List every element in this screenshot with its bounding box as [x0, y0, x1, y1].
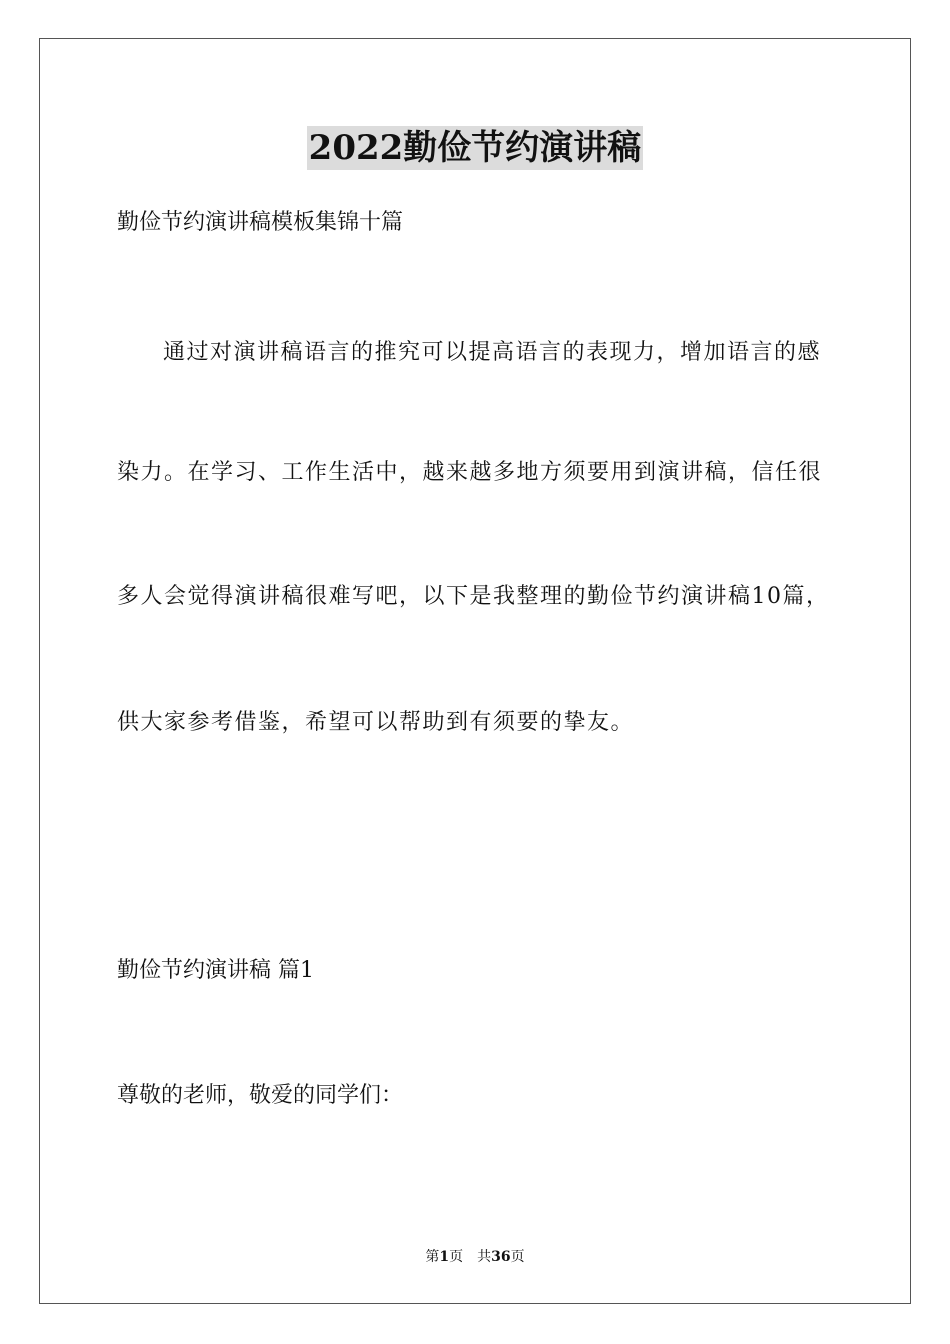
intro-line-1: 通过对演讲稿语言的推究可以提高语言的表现力，增加语言的感 — [163, 340, 822, 365]
intro-line-3: 多人会觉得演讲稿很难写吧，以下是我整理的勤俭节约演讲稿10篇， — [117, 584, 830, 609]
document-title: 2022勤俭节约演讲稿 — [308, 128, 642, 168]
page-total: 36 — [491, 1249, 511, 1265]
document-subtitle: 勤俭节约演讲稿模板集锦十篇 — [117, 210, 404, 235]
total-prefix: 共 — [477, 1249, 492, 1265]
total-suffix: 页 — [510, 1249, 525, 1265]
document-title-container — [0, 126, 950, 170]
page-suffix: 页 — [449, 1249, 464, 1265]
page-footer — [0, 1248, 950, 1266]
greeting-line: 尊敬的老师，敬爱的同学们： — [117, 1083, 404, 1108]
page-prefix: 第 — [425, 1249, 440, 1265]
section-heading: 勤俭节约演讲稿 篇1 — [117, 958, 314, 983]
intro-line-2: 染力。在学习、工作生活中，越来越多地方须要用到演讲稿，信任很 — [117, 460, 823, 485]
intro-line-4: 供大家参考借鉴，希望可以帮助到有须要的挚友。 — [117, 710, 635, 735]
page-current: 1 — [439, 1249, 450, 1265]
